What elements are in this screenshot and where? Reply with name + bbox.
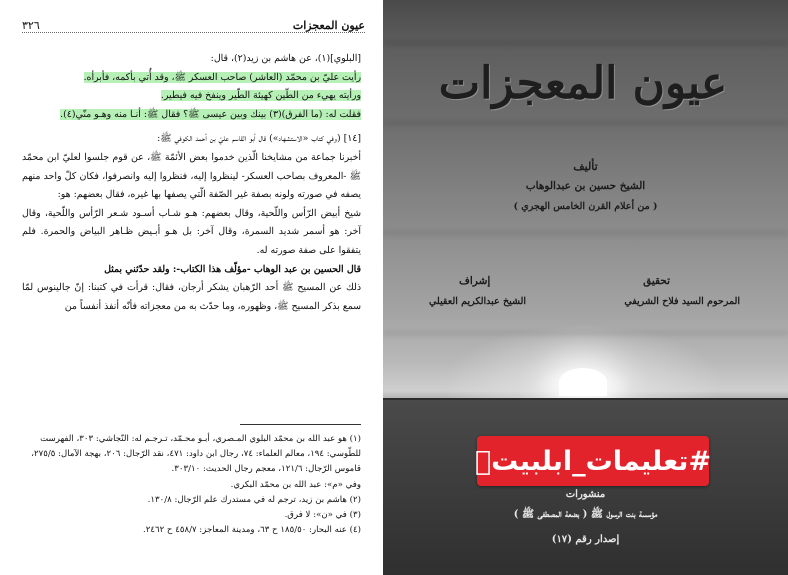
running-header: [22, 12, 365, 33]
highlight-span: فقلت له: (ما الفرق)(٣) بينك وبين عيسى ﷺ؟ فقال ﷺ: أنـا منه وهـو منّي(٤).: [60, 108, 361, 120]
highlight-span: رأيت عليّ بن محمّد (العاشر) صاحب العسكر ﷺ، وقد أُتي بأكمه، فأبرأه.: [83, 71, 361, 83]
footnote: (١) هو عبد الله بن محمّد البلوي المـصري، أبـو محـمّد، تـرجـم له: النّجاشي: ٣٠٣، الفهرست للطّوسي: ١٩٤، معالم العلماء: ٧٤، رجال ابن داود: ٤٧١، نقد الرّجال: ٢٠٦، بهجة الآمال: ٢٧٥/٥، قاموس الرّجال: ١٢١/٦، معجم رجال الحديث: ٣٠٣/١٠.: [31, 434, 361, 475]
supervision-label: إشراف: [459, 275, 491, 287]
paragraph: شيخ أبيض الرّأس واللّحية، وقال بعضهم: هـو شـاب أسـود شـعر الرّأس واللّحية، وقال آخر: هو أسمر شديد السمرة، وقال آخر: بل هـو أبـيض ظـاهر البياض والحمرة. فلم يتفقوا على صفة صورته له.: [22, 207, 361, 256]
author-era: ( من أعلام القرن الخامس الهجري ): [513, 201, 658, 212]
paragraph-author-note: قال الحسين بن عبد الوهاب -مؤلّف هذا الكتاب-: ولقد حدّثني بمثل: [104, 263, 361, 275]
paragraph: [١٤] (وفي كتاب «الاستشهاد») قال أبو القاسم عليّ بن أحمد الكوفي ﷺ:: [157, 133, 361, 145]
issue-number: إصدار رقم (١٧): [551, 534, 620, 545]
author-name: الشيخ حسين بن عبدالوهاب: [525, 180, 646, 192]
footnote-divider: [240, 424, 361, 425]
page-number: ٣٢٦: [22, 19, 40, 32]
paragraph: ذلك عن المسيح ﷺ أحد الرّهبان يشكر أرجان، فقال: قرأت في كتبنا: إنّ جالينوس لمّا سمع بذكر المسيح ﷺ، وظهوره، وما حدّث به من معجزاته فأنّه أنفذ أنفساً من: [22, 282, 361, 312]
hashtag-banner: #تعليمات_ابلبيتؑ: [477, 436, 709, 486]
left-page: [0, 0, 383, 575]
cloud-streak: [383, 230, 788, 236]
supervisor-name: الشيخ عبدالكريم العقيلي: [429, 296, 526, 307]
footnote: وفي «م»: عبد الله بن محمّد البكري.: [230, 479, 361, 490]
sunset-sun: [559, 368, 607, 396]
editor-name: المرحوم السيد فلاح الشريفي: [624, 296, 740, 307]
body-text: [22, 50, 361, 316]
footnote: (٣) في «ن»: لا فرق.: [284, 510, 361, 521]
footnote: (٢) هاشم بن زيد، ترجم له في مستدرك علم الرّجال: ١٣٠/٨.: [147, 494, 361, 505]
paragraph-chain: [البلوي](١)، عن هاشم بن زيد(٢)، قال:: [210, 53, 361, 64]
paragraph-highlighted: [22, 87, 361, 106]
sea-surface: [383, 400, 788, 575]
authorship-label: تأليف: [573, 160, 598, 173]
book-cover: [383, 0, 788, 575]
editing-label: تحقيق: [643, 275, 670, 287]
cloud-streak: [383, 330, 788, 336]
paragraph-highlighted: [22, 106, 361, 125]
publisher-name: مؤسسة بنت الرسول ﷺ ( بضعة المصطفى ﷺ ): [513, 509, 658, 520]
cloud-streak: [383, 40, 788, 46]
paragraph: أخبرنا جماعة من مشايخنا الّذين خدموا بعض الأئمّة ﷺ، عن قوم جلسوا لعليّ ابن محمّد ﷺ -المعروف بصاحب العسكر- لينظروا إليه، فنظروا إليه وانصرفوا، فكان كلّ واحد منهم يصفه في صورته ولونه بصفة غير الصّفة الّتي يصفها بها غيره، فقال بعضهم: هو:: [22, 151, 361, 201]
publisher-label: منشورات: [565, 489, 606, 500]
cloud-streak: [383, 120, 788, 126]
cover-title: عيون المعجزات: [438, 58, 728, 109]
running-header-title: عيون المعجزات: [292, 19, 365, 32]
footnotes: [22, 432, 361, 538]
paragraph-highlighted: [22, 69, 361, 88]
highlight-span: ورأيته يهيء من الطّين كهيئة الطّير وينفخ فيه فيطير.: [160, 90, 361, 102]
footnote: (٤) عنه البحار: ١٨٥/٥٠ ح ٦٣، ومدينة المعاجز: ٤٥٨/٧ ح ٢٤٦٢.: [143, 525, 361, 536]
